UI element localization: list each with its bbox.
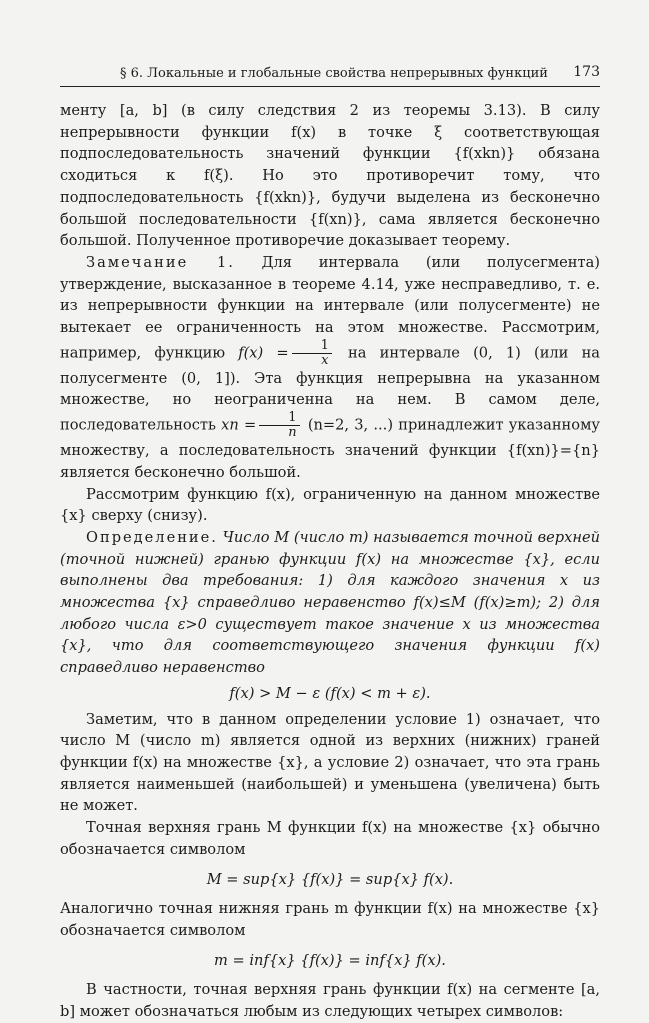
fraction-numerator: 1: [259, 411, 299, 426]
running-header: [60, 64, 600, 87]
paragraph-segment: В частности, точная верхняя грань функции f(x) на сегменте [a, b] может обозначаться любым из следующих четырех символов:: [60, 981, 600, 1021]
formula-sup: M = sup{x} {f(x)} = sup{x} f(x).: [206, 870, 454, 888]
paragraph-note: Заметим, что в данном определении условие 1) означает, что число M (число m) является одной из верхних (нижних) граней функции f(x) на множестве {x}, а условие 2) означает, что эта грань является наименьшей (наибольшей) и уменьшена (увеличена) быть не может.: [60, 710, 600, 815]
paragraph-inf: Аналогично точная нижняя грань m функции f(x) на множестве {x} обозначается символом: [60, 900, 600, 939]
remark-function: f(x) =: [238, 344, 289, 362]
page-number: 173: [573, 64, 600, 80]
fraction-denominator: x: [321, 352, 329, 368]
remark-text-b: на интервале (0, 1) (или на полусегменте (0, 1]). Эта функция непрерывна на указанном множестве, но неограниченна на нем. В самом деле, последовательность: [60, 344, 600, 434]
remark-text-c: (n=2, 3, ...) принадлежит указанному множеству, а последовательность значений функции {f(xn)}={n} является бесконечно большой.: [60, 416, 601, 481]
definition-text: Число M (число m) называется точной верхней (точной нижней) гранью функции f(x) на множестве {x}, если выполнены два требования: 1) для каждого значения x из множества {x} справедливо неравенство f(x)≤M (f(x)≥m); 2) для любого числа ε>0 существует такое значение x из множества {x}, что для соответствующего значения функции f(x) справедливо неравенство: [60, 528, 601, 677]
paragraph-sup: Точная верхняя грань M функции f(x) на множестве {x} обычно обозначается символом: [60, 819, 600, 858]
remark-text-a: Для интервала (или полусегмента) утверждение, высказанное в теореме 4.14, уже несправедливо, т. е. из непрерывности функции на интервале (или полусегменте) не вытекает ее ограниченность на этом множестве. Рассмотрим, например, функцию: [60, 253, 600, 362]
fraction-1-over-x: [292, 339, 332, 368]
section-title: § 6. Локальные и глобальные свойства непрерывных функций: [120, 66, 548, 81]
paragraph-remark: [60, 252, 600, 484]
fraction-denominator: n: [288, 425, 297, 441]
page-body: [60, 100, 600, 1023]
paragraph-proof-end: менту [a, b] (в силу следствия 2 из теоремы 3.13). В силу непрерывности функции f(x) в точке ξ соответствующая подпоследовательность значений функции {f(xkn)} обязана сходиться к f(ξ). Но это противоречит тому, что подпоследовательность {f(xkn)}, будучи выделена из бесконечно большой последовательности {f(xn)}, сама является бесконечно большой. Полученное противоречие доказывает теорему.: [60, 102, 600, 250]
paragraph-bounded: Рассмотрим функцию f(x), ограниченную на данном множестве {x} сверху (снизу).: [60, 485, 600, 525]
sequence-definition: xn =: [221, 416, 257, 434]
fraction-numerator: 1: [292, 339, 332, 354]
paragraph-definition: [60, 527, 600, 679]
fraction-1-over-n: [259, 411, 299, 440]
formula-inequality: f(x) > M − ε (f(x) < m + ε).: [229, 684, 431, 702]
remark-label: Замечание 1.: [86, 253, 235, 271]
definition-label: Определение.: [86, 528, 218, 546]
formula-inf: m = inf{x} {f(x)} = inf{x} f(x).: [214, 951, 446, 969]
